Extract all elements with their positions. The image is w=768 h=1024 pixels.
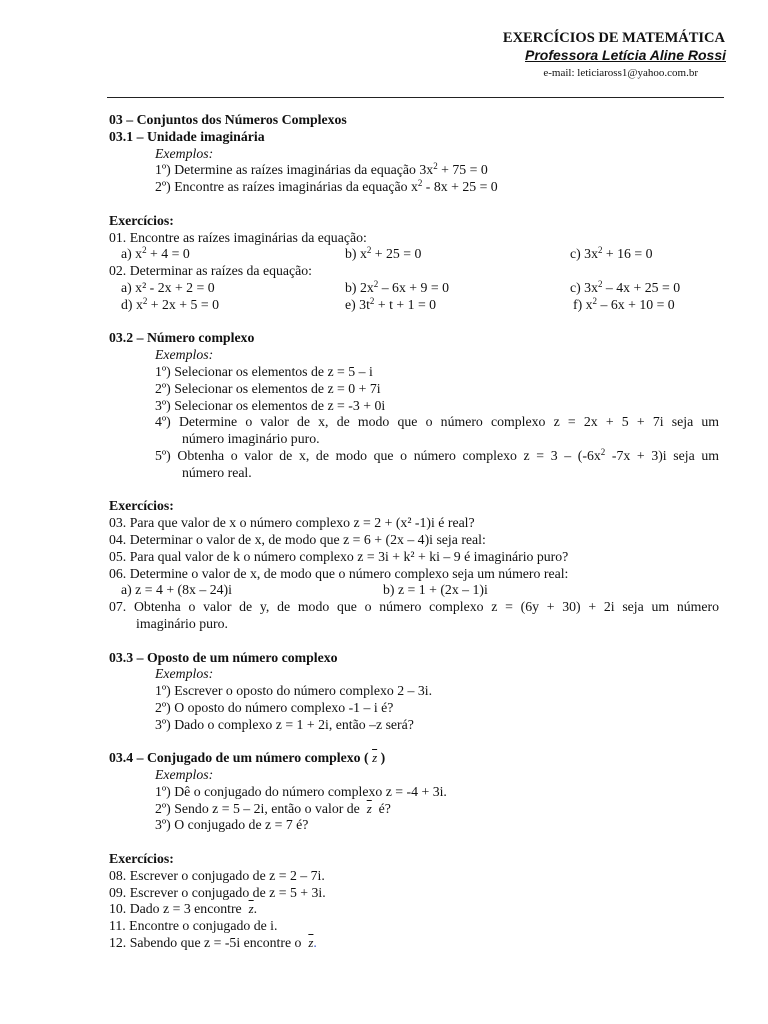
example-item: 2º) Sendo z = 5 – 2i, então o valor de $\overline{z}$ é? (155, 800, 391, 816)
example-item: 2º) Selecionar os elementos de z = 0 + 7i (155, 380, 381, 396)
exercise-item: 05. Para qual valor de k o número complexo z = 3i + k² + ki – 9 é imaginário puro? (109, 548, 569, 564)
subsection-heading: 03.4 – Conjugado de um número complexo ( $\overline{z}$ ) (109, 750, 386, 766)
exercise-item: 08. Escrever o conjugado de z = 2 – 7i. (109, 867, 325, 883)
example-item: 2º) Encontre as raízes imaginárias da equação $x^2 - 8x + 25 = 0$ (155, 178, 498, 195)
subsection-heading: 03.2 – Número complexo (109, 330, 255, 346)
z-conjugate-symbol: $\overline{z}$ (308, 935, 314, 951)
examples-label: Exemplos: (155, 767, 214, 783)
exercise-item: 10. Dado z = 3 encontre $\overline{z}$. (109, 901, 258, 917)
example-item: 1º) Determine as raízes imaginárias da equação $3x^2 + 75 = 0$ (155, 161, 488, 178)
subsection-heading: 03.1 – Unidade imaginária (109, 128, 265, 144)
header-divider (107, 97, 724, 98)
exercise-options: d) $x^2 + 2x + 5 = 0$ e) $3t^2 + t + 1 = 0$ f) $x^2 - 6x + 10 = 0$ (121, 295, 675, 312)
exercise-item: 02. Determinar as raízes da equação: (109, 263, 313, 279)
examples-label: Exemplos: (155, 145, 214, 161)
example-item: 5º) Obtenha o valor de x, de modo que o número complexo $z = 3 - (-6x^2$ -7x + 3)i seja um número real. (155, 446, 719, 480)
teacher-email: e-mail: leticiaross1@yahoo.com.br (543, 67, 698, 79)
exercises-label: Exercícios: (109, 851, 174, 867)
examples-label: Exemplos: (155, 347, 214, 363)
teacher-name: Professora Letícia Aline Rossi (525, 47, 726, 63)
exercise-item: 04. Determinar o valor de x, de modo que z = 6 + (2x – 4)i seja real: (109, 531, 486, 547)
example-item: 3º) Selecionar os elementos de z = -3 + 0i (155, 397, 386, 413)
example-item: 3º) O conjugado de z = 7 é? (155, 817, 309, 833)
exercises-label: Exercícios: (109, 212, 174, 228)
exercises-label: Exercícios: (109, 498, 174, 514)
example-item: 4º) Determine o valor de x, de modo que o número complexo z = 2x + 5 + 7i seja um número imaginário puro. (155, 414, 719, 447)
z-conjugate-symbol: $\overline{z}$ (372, 750, 378, 766)
exercise-item: 03. Para que valor de x o número complexo z = 2 + (x² -1)i é real? (109, 515, 475, 531)
z-conjugate-symbol: $\overline{z}$ (248, 901, 254, 917)
example-item: 1º) Selecionar os elementos de z = 5 – i (155, 363, 373, 379)
exercise-item: 12. Sabendo que z = -5i encontre o $\overline{z}$. (109, 935, 317, 951)
exercise-item: 11. Encontre o conjugado de i. (109, 918, 278, 934)
document-title: EXERCÍCIOS DE MATEMÁTICA (502, 30, 725, 46)
section-heading: 03 – Conjuntos dos Números Complexos (109, 112, 347, 127)
exercise-options: a) x² - 2x + 2 = 0 b) $2x^2 - 6x + 9 = 0$ c) $3x^2 - 4x + 25 = 0$ (121, 278, 681, 295)
exercise-options: a) z = 4 + (8x – 24)i b) z = 1 + (2x – 1)i (121, 582, 488, 598)
document-body (109, 112, 719, 952)
exercise-item: 09. Escrever o conjugado de z = 5 + 3i. (109, 884, 326, 900)
example-item: 2º) O oposto do número complexo -1 – i é? (155, 699, 394, 715)
example-item: 1º) Escrever o oposto do número complexo 2 – 3i. (155, 683, 433, 699)
exercise-item: 06. Determine o valor de x, de modo que o número complexo seja um número real: (109, 565, 569, 581)
example-item: 1º) Dê o conjugado do número complexo z = -4 + 3i. (155, 783, 447, 799)
example-item: 3º) Dado o complexo z = 1 + 2i, então –z será? (155, 716, 414, 732)
exercise-item: 01. Encontre as raízes imaginárias da equação: (109, 229, 367, 245)
z-conjugate-symbol: $\overline{z}$ (366, 800, 372, 816)
exercise-options: a) $x^2 + 4 = 0$ b) $x^2 + 25 = 0$ c) $3x^2 + 16 = 0$ (121, 245, 653, 262)
subsection-heading: 03.3 – Oposto de um número complexo (109, 649, 338, 665)
exercise-item: 07. Obtenha o valor de y, de modo que o número complexo z = (6y + 30) + 2i seja um número imaginário puro. (109, 599, 719, 631)
examples-label: Exemplos: (155, 666, 214, 682)
